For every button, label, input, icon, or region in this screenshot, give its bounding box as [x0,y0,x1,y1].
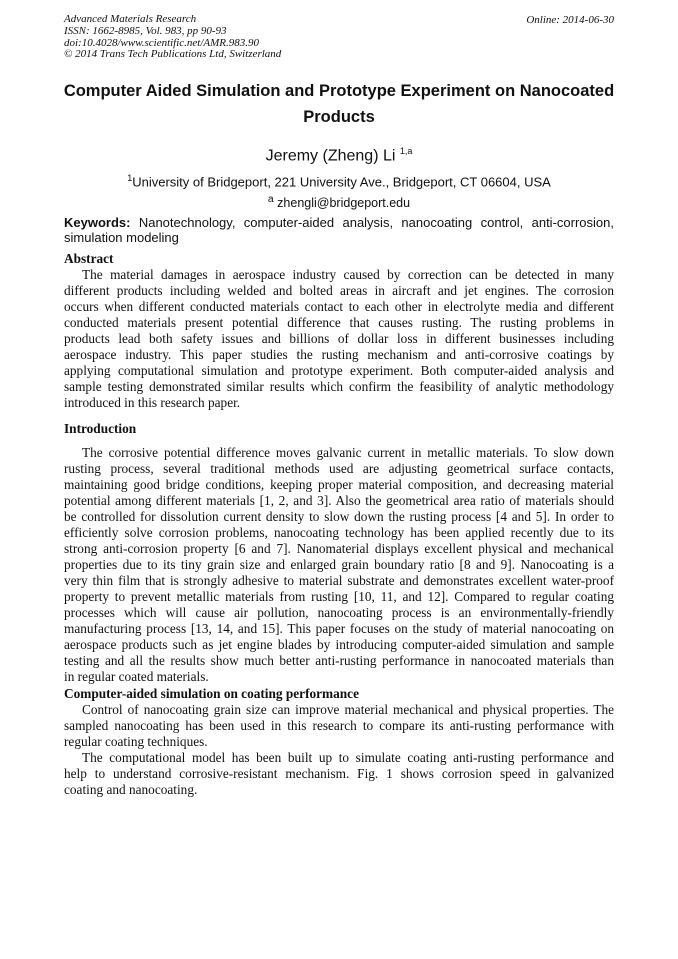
email [0,194,678,210]
keywords-text: simulation modeling [64,230,179,245]
text-line: The material damages in aerospace industry caused by correction can be detected in many [82,267,614,282]
email-sup: a [267,194,274,205]
text-line: be controlled for dissolution current density to slow down the rusting process [4 and 5]. In order to [64,509,614,524]
doi: doi:10.4028/www.scientific.net/AMR.983.90 [64,36,260,49]
copyright: © 2014 Trans Tech Publications Ltd, Switzerland [64,48,282,61]
text-line: coating and nanocoating. [64,782,198,797]
keywords [64,215,614,245]
online-date: Online: 2014-06-30 [526,14,614,26]
paper-title [0,78,678,130]
text-line: help to understand corrosive-resistant mechanism. Fig. 1 shows corrosion speed in galvanized [64,766,614,781]
simulation-section [64,686,614,798]
title-line: Computer Aided Simulation and Prototype Experiment on Nanocoated [63,82,615,100]
email-address[interactable]: zhengli@bridgeport.edu [277,196,411,211]
author [0,146,678,165]
text-line: The computational model has been built up to simulate coating anti-rusting performance and [82,750,614,765]
abstract-section [64,251,614,411]
text-line: The corrosive potential difference moves galvanic current in metallic materials. To slow down [82,445,614,460]
keywords-label: Keywords: [64,215,131,230]
text-line: aerospace industry. This paper studies the rusting mechanism and anti-corrosive coatings by [64,347,614,362]
journal-header [64,14,281,61]
keywords-text: Nanotechnology, computer-aided analysis, nanocoating control, anti-corrosion, [138,215,614,230]
text-line: testing and all the results show much better anti-rusting performance in nanocoated materials than [64,653,614,668]
issn: ISSN: 1662-8985, Vol. 983, pp 90-93 [64,24,227,37]
text-line: manufacturing process [13, 14, and 15]. This paper focuses on the study of material nanocoating on [64,621,614,636]
abstract-body [64,267,614,411]
text-line: properties due to its tiny grain size and enlarged grain boundary ratio [8 and 9]. Nanocoating is a [64,557,614,572]
text-line: very thin film that is strongly adhesive to material substrate and demonstrates excellent water-proof [64,573,614,588]
journal-name: Advanced Materials Research [64,13,197,25]
affiliation-sup: 1 [127,173,133,183]
text-line: sampled nanocoating has been used in this research to compare its anti-rusting performance with [64,718,614,733]
text-line: efficiently solve corrosion problems, nanocoating technology has been applied recently due to its [64,525,614,540]
abstract-heading: Abstract [64,251,114,266]
text-line: occurs when different conducted materials contact to each other in electrolyte media and different [64,299,614,314]
affiliation-text: University of Bridgeport, 221 University Ave., Bridgeport, CT 06604, USA [132,174,551,190]
author-sup: 1,a [399,146,413,156]
text-line: different products including welded and bolted areas in aircraft and jet engines. The corrosion [64,283,614,298]
text-line: processes which will cause air pollution, nanocoating process is an environmentally-friendly [64,605,614,620]
simulation-paragraph-1 [64,702,614,750]
affiliation [0,173,678,189]
introduction-section [64,421,614,685]
text-line: Control of nanocoating grain size can improve material mechanical and physical properties. The [82,702,614,717]
text-line: sample testing demonstrated similar results which confirm the feasibility of analytic methodology [64,379,614,394]
title-line: Products [303,108,375,126]
text-line: products lead both safety issues and billions of dollar loss in different businesses including [64,331,614,346]
author-name: Jeremy (Zheng) Li [265,147,396,165]
text-line: maintaining good bridge conditions, keeping proper material composition, and decreasing material [64,477,614,492]
text-line: rusting process, several traditional methods used are adjusting geometrical surface contacts, [64,461,614,476]
simulation-paragraph-2 [64,750,614,798]
text-line: property to prevent metallic materials from rusting [10, 11, and 12]. Compared to regular coating [64,589,614,604]
text-line: introduced in this research paper. [64,395,241,410]
text-line: aerospace products such as jet engine blades by introducing computer-aided simulation and sample [64,637,614,652]
introduction-heading: Introduction [64,421,137,436]
text-line: in regular coated materials. [64,669,209,684]
text-line: conducted materials present potential difference that causes rusting. The rusting problems in [64,315,614,330]
text-line: applying computational simulation and prototype experiment. Both computer-aided analysis and [64,363,614,378]
simulation-heading: Computer-aided simulation on coating performance [64,686,359,701]
introduction-body [64,445,614,685]
text-line: strong anti-corrosion property [6 and 7]. Nanomaterial displays excellent physical and mechanical [64,541,614,556]
text-line: regular coating techniques. [64,734,208,749]
text-line: potential among different materials [1, 2, and 3]. Also the geometrical area ratio of materials should [64,493,614,508]
